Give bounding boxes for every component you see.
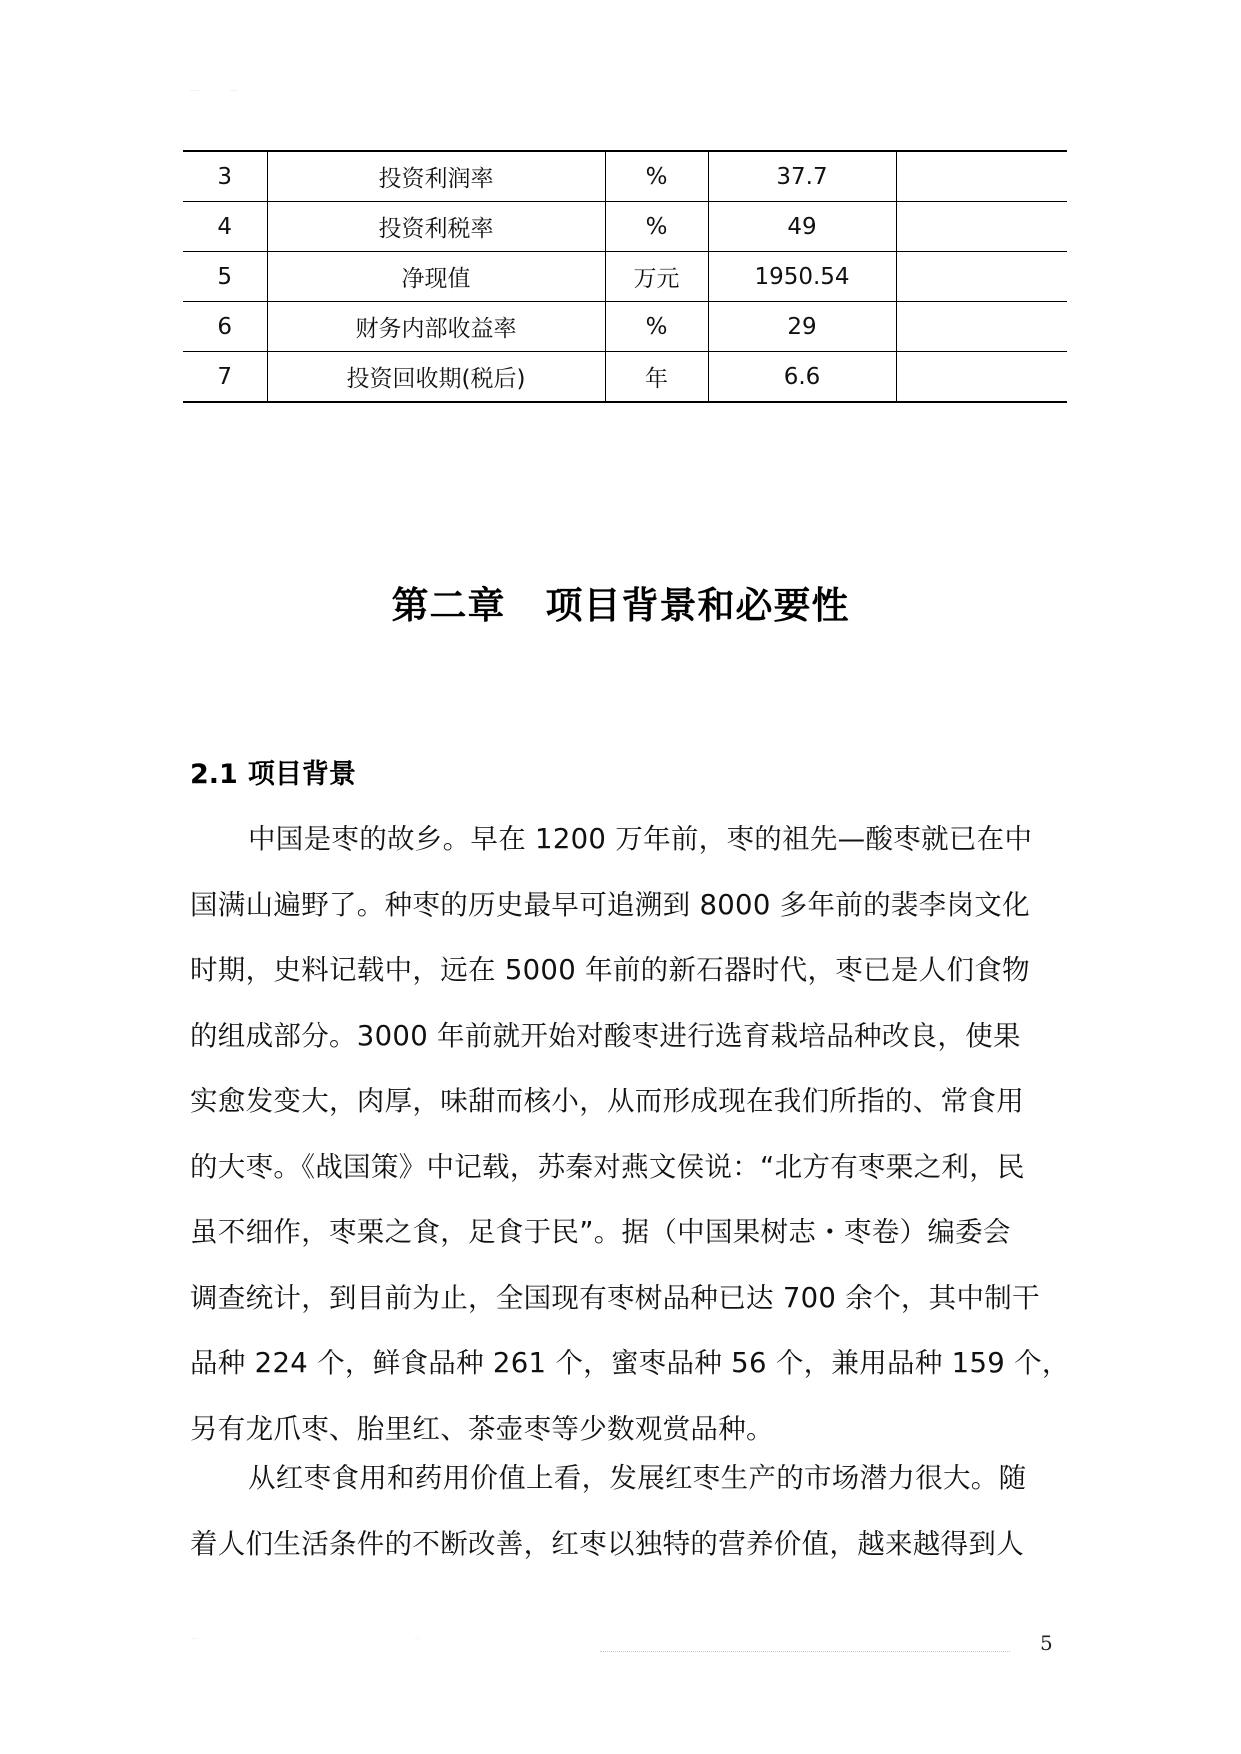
chapter-title	[0, 575, 1241, 629]
paragraph-line: 着人们生活条件的不断改善，红枣以独特的营养价值，越来越得到人	[190, 1527, 1024, 1560]
financial-indicators-table	[183, 150, 1067, 403]
indicator-unit: %	[605, 302, 708, 352]
paragraph-line: 中国是枣的故乡。早在 1200 万年前，枣的祖先—酸枣就已在中	[248, 823, 1033, 855]
paragraph-line: 时期，史料记载中，远在 5000 年前的新石器时代，枣已是人们食物	[190, 954, 1030, 986]
indicator-value: 6.6	[708, 352, 896, 403]
indicator-note	[896, 302, 1067, 352]
chapter-number: 第二章	[391, 584, 506, 627]
paragraph-line: 的大枣。《战国策》中记载，苏秦对燕文侯说：“北方有枣栗之利，民	[190, 1150, 1025, 1183]
row-number: 7	[183, 352, 267, 403]
section-heading	[190, 752, 356, 791]
header-mark: ····	[230, 88, 238, 95]
paragraph-line: 另有龙爪枣、胎里红、茶壶枣等少数观赏品种。	[190, 1412, 774, 1445]
row-number: 3	[183, 151, 267, 202]
paragraph-line: 品种 224 个，鲜食品种 261 个，蜜枣品种 56 个，兼用品种 159 个，	[190, 1347, 1070, 1379]
indicator-name: 净现值	[267, 252, 605, 302]
body-paragraph	[190, 807, 1070, 1462]
indicator-unit: 年	[605, 352, 708, 403]
indicator-unit: 万元	[605, 252, 708, 302]
table-row	[183, 202, 1067, 252]
indicator-name: 投资回收期(税后)	[267, 352, 605, 403]
table-row	[183, 352, 1067, 403]
indicator-value: 29	[708, 302, 896, 352]
indicator-value: 37.7	[708, 151, 896, 202]
indicator-name: 投资利税率	[267, 202, 605, 252]
indicator-note	[896, 202, 1067, 252]
paragraph-line: 实愈发变大，肉厚，味甜而核小，从而形成现在我们所指的、常食用	[190, 1085, 1024, 1117]
paragraph-line: 的组成部分。3000 年前就开始对酸枣进行选育栽培品种改良，使果	[190, 1019, 1021, 1052]
footer-mark: ···	[415, 1636, 420, 1642]
paragraph-line: 调查统计，到目前为止，全国现有枣树品种已达 700 余个，其中制干	[190, 1281, 1040, 1314]
indicator-unit: %	[605, 151, 708, 202]
footer-divider	[600, 1651, 1010, 1652]
footer-mark: ·····	[190, 1636, 198, 1642]
indicator-value: 49	[708, 202, 896, 252]
header-mark: ·····	[190, 88, 200, 95]
section-title: 项目背景	[247, 759, 356, 790]
indicator-unit: %	[605, 202, 708, 252]
table-row	[183, 302, 1067, 352]
table-row	[183, 252, 1067, 302]
table-row	[183, 151, 1067, 202]
indicator-name: 财务内部收益率	[267, 302, 605, 352]
paragraph-line: 从红枣食用和药用价值上看，发展红枣生产的市场潜力很大。随	[248, 1462, 1027, 1494]
row-number: 5	[183, 252, 267, 302]
indicator-note	[896, 252, 1067, 302]
indicator-note	[896, 151, 1067, 202]
indicator-note	[896, 352, 1067, 403]
chapter-heading-text: 项目背景和必要性	[545, 584, 850, 627]
row-number: 4	[183, 202, 267, 252]
indicator-name: 投资利润率	[267, 151, 605, 202]
paragraph-line: 虽不细作，枣栗之食，足食于民”。据（中国果树志・枣卷）编委会	[190, 1216, 1011, 1248]
section-number: 2.1	[190, 759, 238, 790]
indicator-value: 1950.54	[708, 252, 896, 302]
row-number: 6	[183, 302, 267, 352]
body-paragraph	[190, 1446, 1060, 1577]
page-number: 5	[1040, 1631, 1053, 1655]
paragraph-line: 国满山遍野了。种枣的历史最早可追溯到 8000 多年前的裴李岗文化	[190, 888, 1030, 921]
